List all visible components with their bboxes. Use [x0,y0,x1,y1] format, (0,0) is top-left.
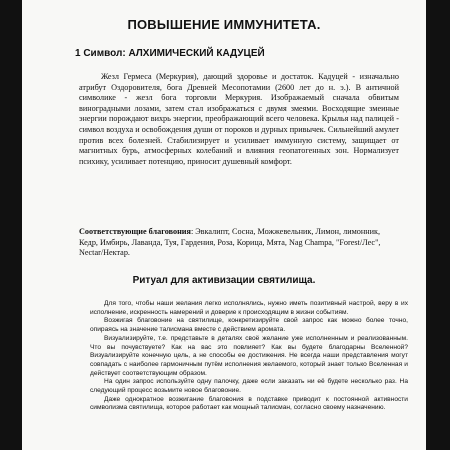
ritual-paragraph: Возжигая благовоние на святилище, конкретизируйте свой запрос как можно более точно, опираясь на значение талисмана вместе с действием аромата. [90,317,408,334]
fragrances-paragraph [79,227,399,259]
document-page [22,0,426,450]
page-title: ПОВЫШЕНИЕ ИММУНИТЕТА. [127,17,321,32]
symbol-description: Жезл Гермеса (Меркурия), дающий здоровье и достаток. Кадуцей - изначально атрибут Оздоровителя, бога Древней Месопотамии (2600 лет до н. э.). В античной символике - жезл бога торговли Меркурия. Изображаемый сначала обвитым виноградными лозами, затем стал изображаться с двумя змеями. Восходящие змеиные энергии порождают вихрь энергии, преображающий всего человека. Крылья над палицей - символ воздуха и освобождения души от пороков и дурных привычек. Сильнейший амулет против всех болезней. Стабилизирует и усиливает иммунную систему, защищает от магнитных бурь, атмосферных колебаний и влияния геопатогенных зон. Нормализует психику, усиливает потенцию, приносит душевный комфорт. [79,72,399,166]
ritual-paragraph: Визуализируйте, т.е. представьте в деталях своё желание уже исполненным и реализованным. Что вы почувствуете? Как на вас это повлияет? Как вы будете благодарны Вселенной? Визуализируйте конечную цель, а не способы ее достижения. Не всегда наши представления могут совпадать с наиболее гармоничным путём исполнения желаемого, который знает только Вселенная и действует соответствующим образом. [90,334,408,377]
ritual-heading: Ритуал для активизации святилища. [132,275,316,286]
symbol-heading: 1 Символ: АЛХИМИЧЕСКИЙ КАДУЦЕЙ [75,48,265,59]
ritual-text [90,300,408,413]
ritual-paragraph: Для того, чтобы наши желания легко исполнялись, нужно иметь позитивный настрой, веру в их исполнение, искренность намерений и доверие к происходящим в жизни событиям. [90,300,408,316]
ritual-paragraph: На один запрос используйте одну палочку, даже если заказать ни её будете несколько раз. На следующий процесс возьмите новое благовоние. [90,378,408,395]
fragrances-list: : Эвкалипт, Сосна, Можжевельник, Лимон, лимонник, Кедр, Имбирь, Лаванда, Туя, Гардения, Роза, Корица, Мята, Nag Champa, "Forest/Лес", Nectar/Нектар. [79,227,381,258]
fragrances-label: Соответствующие благовония [79,227,191,236]
ritual-paragraph: Даже однократное возжигание благовония в подставке приводит к постоянной активности символизма святилища, которое работает как мощный талисман, согласно своему назначению. [90,395,408,412]
